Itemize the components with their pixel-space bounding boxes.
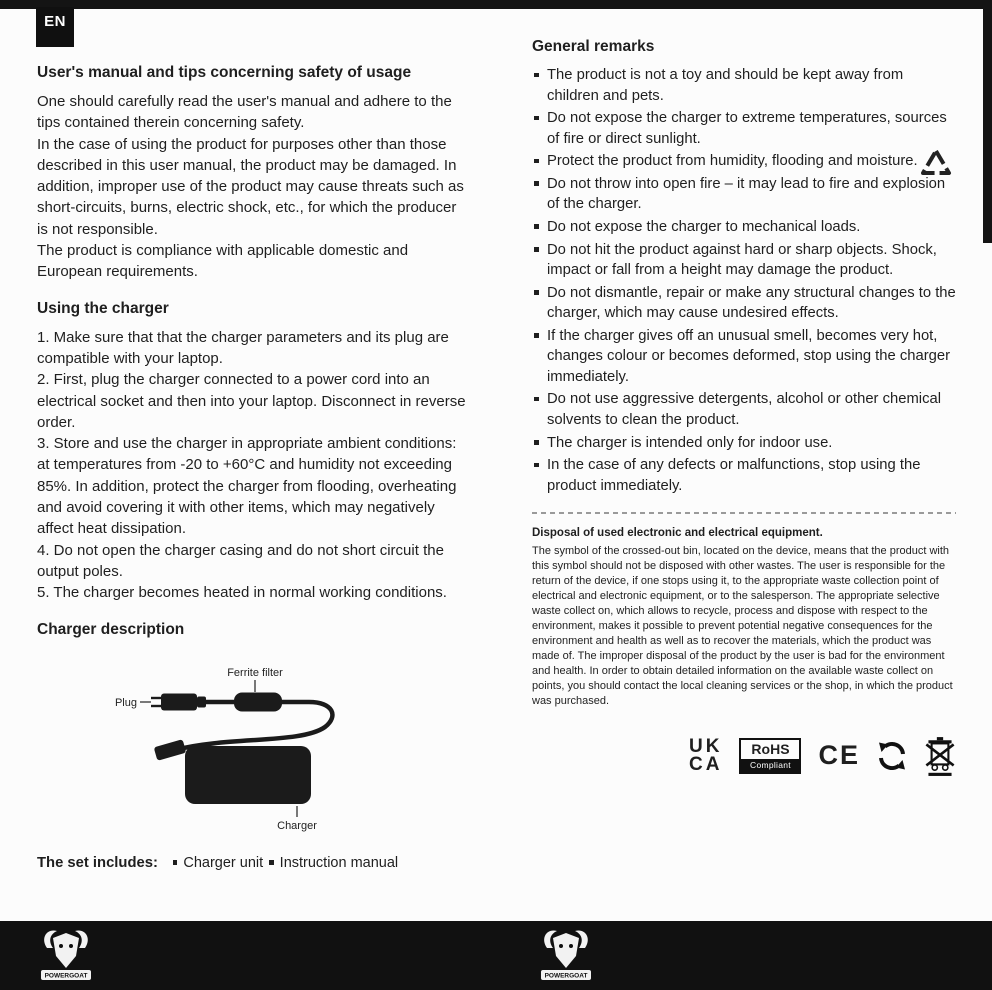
set-item: Instruction manual	[279, 854, 399, 871]
left-column	[37, 64, 467, 871]
rohs-mark	[739, 738, 801, 774]
ce-mark: CE	[818, 740, 860, 771]
right-column	[532, 38, 956, 777]
charger-diagram	[37, 648, 467, 839]
charger-body-icon	[185, 746, 311, 804]
remark-item: Do not use aggressive detergents, alcohol or other chemical solvents to clean the product.	[532, 389, 956, 430]
weee-bin-icon	[924, 735, 956, 777]
set-item: Charger unit	[183, 854, 264, 871]
safety-paragraph: The product is compliance with applicable domestic and European requirements.	[37, 242, 409, 281]
general-remarks-list	[532, 65, 956, 496]
disposal-body: The symbol of the crossed-out bin, located on the device, means that the product with this symbol should not be disposed with other wastes. The user is responsible for the return of the device, if one stops using it, to the appropriate waste collection point of electrical and electronic equipment, or to the salesperson. The appropriate selective waste collect on, which allows to recycle, process and dispose with respect to the environment, makes it possible to prevent potential negative consequences for the environment and health as well as to recover the materials, which the product was made of. The improper disposal of the product by the user is bad for the environment and health. In order to obtain detailed information on the available waste collect on points, you should contact the local cleaning services or the shop, in which the product was purchased.	[532, 545, 953, 707]
rohs-label: RoHS	[751, 740, 790, 757]
description-heading: Charger description	[37, 620, 185, 638]
using-heading: Using the charger	[37, 299, 169, 317]
charger-diagram-svg	[37, 648, 467, 834]
remark-item: Protect the product from humidity, flooding and moisture.	[532, 151, 956, 172]
remark-item: Do not expose the charger to mechanical loads.	[532, 217, 956, 238]
step-item: 4. Do not open the charger casing and do not short circuit the output poles.	[37, 541, 444, 580]
remark-item: If the charger gives off an unusual smell, becomes very hot, changes colour or becomes deformed, stop using the charger immediately.	[532, 326, 956, 388]
safety-paragraph: One should carefully read the user's manual and adhere to the tips contained therein concerning safety.	[37, 93, 452, 132]
ukca-mark	[689, 735, 723, 775]
powergoat-logo	[538, 926, 594, 984]
footer-bar	[0, 921, 992, 990]
recycle-circle-icon	[877, 741, 907, 771]
language-badge	[36, 7, 74, 47]
charger-label: Charger	[277, 819, 317, 832]
plug-label: Plug	[114, 696, 137, 709]
step-item: 3. Store and use the charger in appropriate ambient conditions: at temperatures from -20 to +60°C and humidity not exceeding 85%. In addition, protect the charger from flooding, overheating and avoid covering it with other items, which may negatively affect heat dissipation.	[37, 435, 457, 538]
right-edge-bar	[983, 0, 992, 243]
powergoat-wordmark: POWERGOAT	[544, 972, 588, 980]
disposal-heading: Disposal of used electronic and electrical equipment.	[532, 527, 823, 540]
ferrite-filter-label: Ferrite filter	[227, 666, 283, 679]
safety-heading: User's manual and tips concerning safety of usage	[37, 64, 412, 81]
language-badge-label: EN	[44, 13, 66, 30]
dc-connector-icon	[154, 739, 187, 761]
square-bullet-icon	[173, 860, 178, 865]
remark-item: Do not throw into open fire – it may lead to fire and explosion of the charger.	[532, 174, 956, 215]
remark-item: In the case of any defects or malfunctions, stop using the product immediately.	[532, 455, 956, 496]
top-edge-bar	[0, 0, 992, 9]
remark-item: The product is not a toy and should be kept away from children and pets.	[532, 65, 956, 106]
plug-icon	[151, 693, 206, 710]
ukca-bottom: CA	[689, 753, 723, 775]
set-includes-line	[37, 855, 467, 871]
remark-item: Do not expose the charger to extreme temperatures, sources of fire or direct sunlight.	[532, 108, 956, 149]
remark-item: The charger is intended only for indoor use.	[532, 433, 956, 454]
remark-item: Do not dismantle, repair or make any structural changes to the charger, which may cause undesired effects.	[532, 283, 956, 324]
square-bullet-icon	[269, 860, 274, 865]
step-item: 2. First, plug the charger connected to a power cord into an electrical socket and then into your laptop. Disconnect in reverse order.	[37, 371, 466, 431]
rohs-compliant-label: Compliant	[741, 759, 799, 772]
ferrite-filter-icon	[234, 692, 282, 711]
remark-item: Do not hit the product against hard or sharp objects. Shock, impact or fall from a height may damage the product.	[532, 240, 956, 281]
recycle-triangle-icon	[919, 147, 953, 179]
using-steps	[37, 327, 467, 604]
step-item: 1. Make sure that that the charger parameters and its plug are compatible with your laptop.	[37, 328, 449, 367]
compliance-marks-row	[532, 735, 956, 777]
step-item: 5. The charger becomes heated in normal working conditions.	[37, 584, 447, 602]
ukca-top: UK	[689, 735, 723, 757]
dashed-separator	[532, 512, 956, 514]
set-includes-label: The set includes:	[37, 854, 158, 871]
safety-paragraph: In the case of using the product for purposes other than those described in this user manual, the product may be damaged. In addition, improper use of the product may cause threats such as short-circuits, burns, electric shock, etc., for which the producer is not responsible.	[37, 135, 464, 238]
powergoat-logo	[38, 926, 94, 984]
powergoat-wordmark: POWERGOAT	[44, 972, 88, 980]
general-remarks-heading: General remarks	[532, 38, 655, 55]
